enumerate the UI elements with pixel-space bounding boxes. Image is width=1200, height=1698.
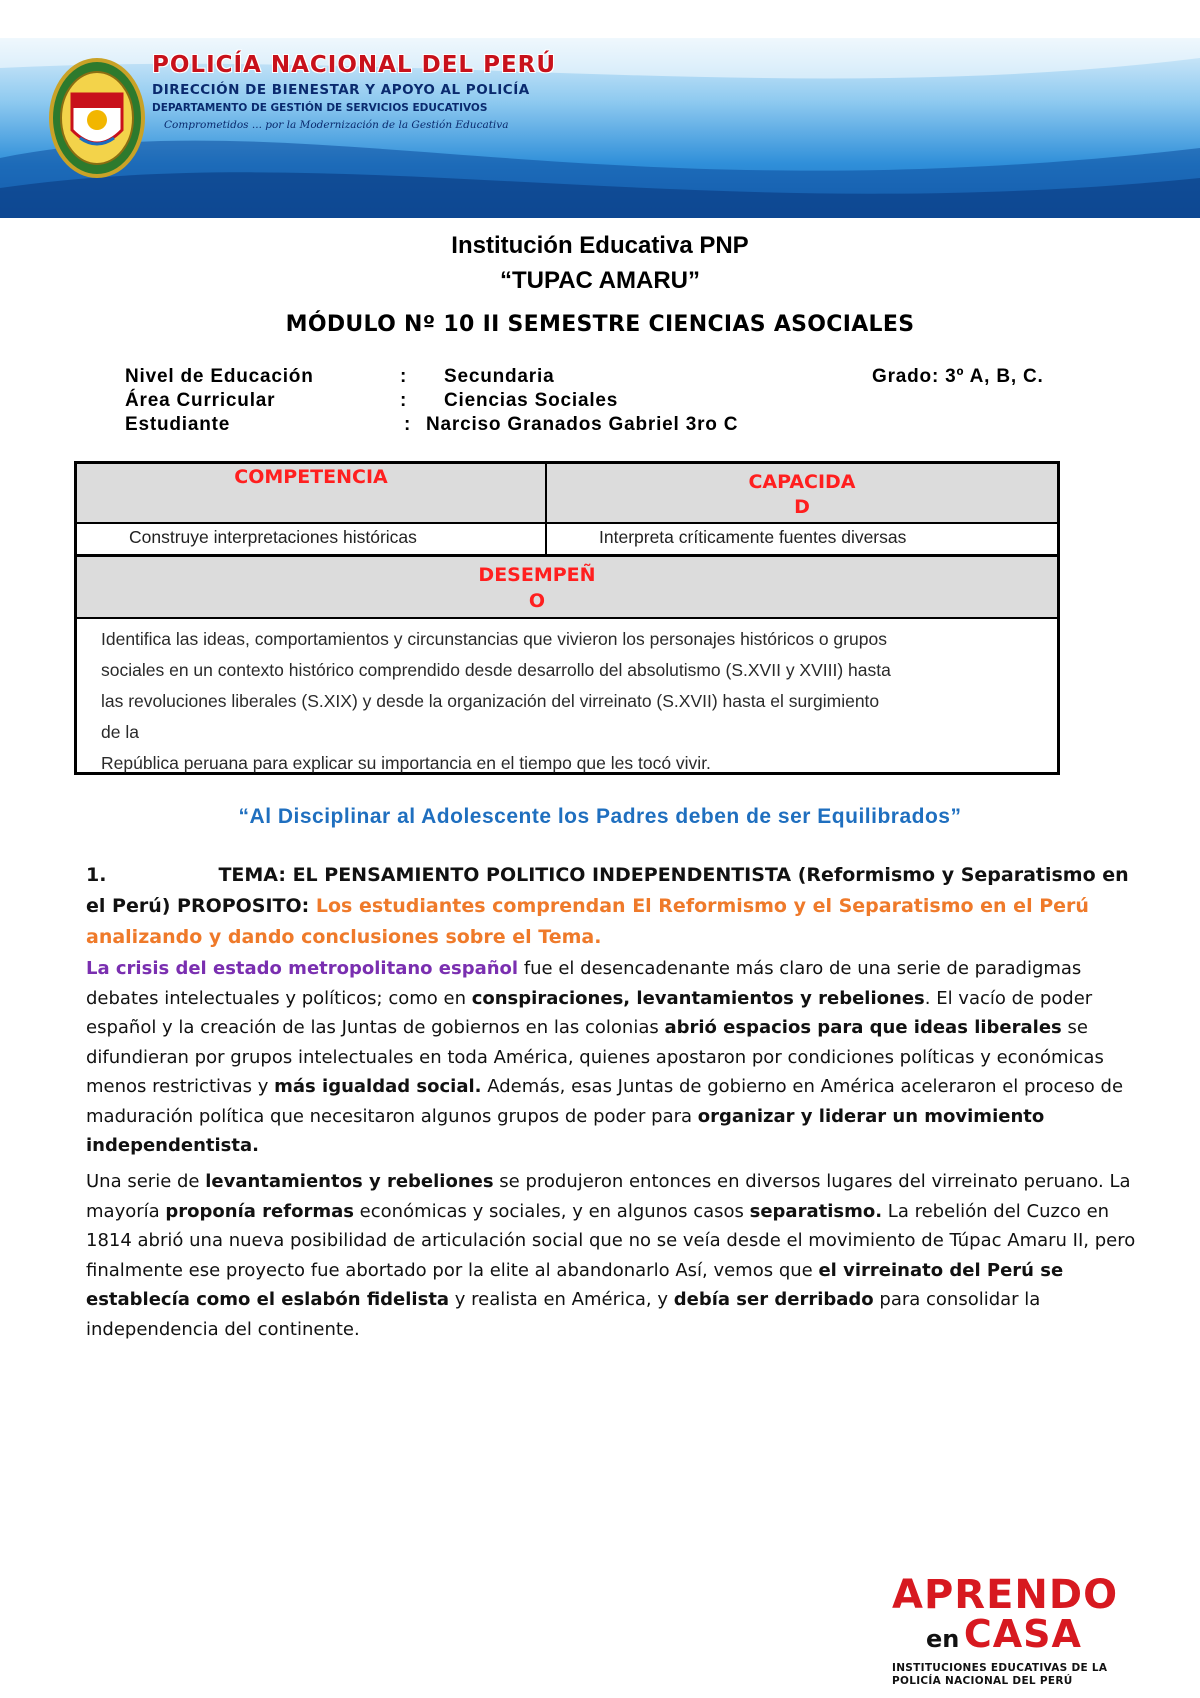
aprendo-en-casa-logo	[892, 1572, 1122, 1687]
logo-caption-line2: POLICÍA NACIONAL DEL PERÚ	[892, 1675, 1073, 1687]
desempeno-line: sociales en un contexto histórico comprendido desde desarrollo del absolutismo (S.XVII y XVIII) hasta	[101, 660, 891, 680]
student-colon: :	[404, 414, 412, 435]
capacidad-header: CAPACIDA D	[748, 471, 856, 518]
capacidad-header-cell	[547, 464, 1057, 524]
competencia-value-cell	[77, 524, 547, 557]
area-colon: :	[400, 390, 408, 411]
area-value: Ciencias Sociales	[444, 390, 619, 411]
banner-subtitle-department: DEPARTAMENTO DE GESTIÓN DE SERVICIOS EDUCATIVOS	[152, 102, 488, 114]
tema-purpose: Los estudiantes comprendan El Reformismo y el Separatismo en el Perú analizando y dando conclusiones sobre el Tema.	[86, 895, 1089, 948]
motivational-quote: “Al Disciplinar al Adolescente los Padres deben de ser Equilibrados”	[238, 805, 962, 828]
level-colon: :	[400, 366, 408, 387]
header-banner	[0, 38, 1200, 218]
competencia-header-cell	[77, 464, 547, 524]
paragraph-crisis: La crisis del estado metropolitano español fue el desencadenante más claro de una serie de paradigmas debates intelectuales y políticos; como en conspiraciones, levantamientos y rebeliones. El vacío de poder español y la creación de las Juntas de gobiernos en las colonias abrió espacios para que ideas liberales se difundieran por grupos intelectuales en toda América, quienes apostaron por condiciones políticas y económicas menos restrictivas y más igualdad social. Además, esas Juntas de gobierno en América aceleraron el proceso de maduración política que necesitaron algunos grupos de poder para organizar y liderar un movimiento independentista.	[86, 958, 1124, 1156]
desempeno-header: DESEMPEÑ O	[478, 564, 596, 612]
level-value: Secundaria	[444, 366, 555, 387]
desempeno-header-cell	[77, 557, 1057, 619]
desempeno-line: Identifica las ideas, comportamientos y circunstancias que vivieron los personajes históricos o grupos	[101, 629, 887, 649]
tema-section	[86, 860, 1136, 953]
desempeno-line: las revoluciones liberales (S.XIX) y desde la organización del virreinato (S.XVII) hasta el surgimiento	[101, 691, 880, 711]
capacidad-value: Interpreta críticamente fuentes diversas	[599, 527, 907, 547]
level-label: Nivel de Educación	[125, 366, 314, 387]
competency-table	[74, 461, 1060, 775]
grade-value: Grado: 3º A, B, C.	[872, 366, 1044, 387]
competencia-header: COMPETENCIA	[234, 466, 388, 488]
desempeno-line: República peruana para explicar su importancia en el tiempo que les tocó vivir.	[101, 753, 711, 773]
pnp-shield-emblem-icon	[48, 52, 146, 184]
logo-aprendo: APRENDO	[892, 1572, 1119, 1618]
competencia-value: Construye interpretaciones históricas	[129, 527, 417, 547]
logo-casa: CASA	[963, 1612, 1082, 1656]
school-name: “TUPAC AMARU”	[500, 267, 700, 294]
banner-motto: Comprometidos ... por la Modernización de la Gestión Educativa	[164, 119, 509, 131]
area-label: Área Curricular	[125, 390, 276, 411]
desempeno-line: de la	[101, 722, 139, 742]
banner-title: POLICÍA NACIONAL DEL PERÚ	[152, 52, 557, 78]
p1-highlight-crisis: La crisis del estado metropolitano español	[86, 958, 519, 979]
student-value: Narciso Granados Gabriel 3ro C	[426, 414, 739, 435]
student-label: Estudiante	[125, 414, 231, 435]
capacidad-value-cell	[547, 524, 1057, 557]
logo-caption-line1: INSTITUCIONES EDUCATIVAS DE LA	[892, 1662, 1108, 1674]
institution-title: Institución Educativa PNP	[451, 232, 749, 259]
module-title: MÓDULO Nº 10 II SEMESTRE CIENCIAS ASOCIALES	[285, 312, 915, 337]
logo-en: en	[926, 1625, 960, 1653]
desempeno-description	[101, 624, 1041, 779]
tema-number: 1.	[86, 864, 107, 886]
paragraph-rebellions: Una serie de levantamientos y rebeliones se produjeron entonces en diversos lugares del virreinato peruano. La mayoría proponía reformas económicas y sociales, y en algunos casos separatismo. La rebelión del Cuzco en 1814 abrió una nueva posibilidad de articulación social que no se veía desde el movimiento de Túpac Amaru II, pero finalmente ese proyecto fue abortado por la elite al abandonarlo Así, vemos que el virreinato del Perú se establecía como el eslabón fidelista y realista en América, y debía ser derribado para consolidar la independencia del continente.	[86, 1171, 1136, 1340]
tema-text: TEMA: EL PENSAMIENTO POLITICO INDEPENDENTISTA (Reformismo y Separatismo en el Perú) PROPOSITO:	[86, 864, 1129, 917]
banner-subtitle-direction: DIRECCIÓN DE BIENESTAR Y APOYO AL POLICÍA	[152, 82, 530, 98]
